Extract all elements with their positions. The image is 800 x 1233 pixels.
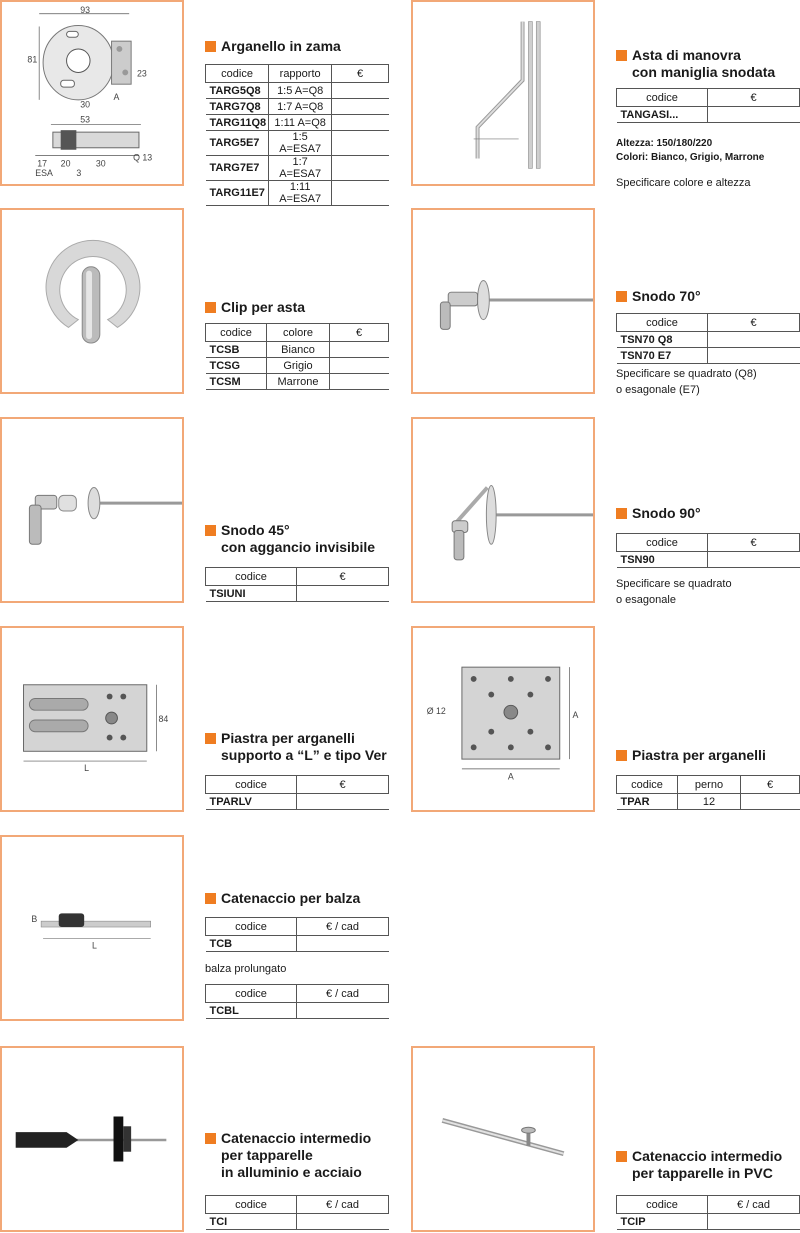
snodo70-title: Snodo 70° — [632, 288, 701, 304]
piastra-table — [616, 775, 800, 810]
clip-table — [205, 323, 389, 390]
catenaccio-title: Catenaccio per balza — [221, 890, 361, 906]
arganello-image — [0, 0, 184, 186]
rapporto-value: 1:11 A=Q8 — [269, 115, 332, 131]
product-code: TSIUNI — [206, 586, 297, 602]
snodo45-title: Snodo 45° con aggancio invisibile — [221, 522, 376, 555]
svg-text:Q 13: Q 13 — [133, 152, 153, 163]
snodo45-image — [0, 417, 184, 603]
colore-value: Marrone — [267, 374, 330, 390]
catenaccio-drawing — [2, 837, 182, 1019]
table-row — [617, 1214, 800, 1230]
col-codice: codice — [206, 985, 297, 1003]
table-row — [206, 374, 389, 390]
col-codice: codice — [206, 1196, 297, 1214]
interAll-image — [0, 1046, 184, 1232]
table-row — [617, 348, 800, 364]
interPvc-drawing — [413, 1048, 593, 1230]
price-cell — [297, 936, 389, 952]
product-code: TARG7E7 — [206, 156, 269, 181]
col-codice: codice — [617, 776, 678, 794]
piastra-title: Piastra per arganelli — [632, 747, 766, 763]
table-row — [206, 936, 389, 952]
snodo70-drawing — [413, 210, 593, 392]
asta-table — [616, 88, 800, 123]
col-price: € / cad — [297, 985, 389, 1003]
col-colore: colore — [267, 324, 330, 342]
product-code: TCBL — [206, 1003, 297, 1019]
catenaccio-table — [205, 917, 389, 952]
price-cell — [708, 552, 800, 568]
colore-value: Grigio — [267, 358, 330, 374]
product-code: TARG11Q8 — [206, 115, 269, 131]
product-code: TARG7Q8 — [206, 99, 269, 115]
table-row — [206, 115, 389, 131]
price-cell — [708, 1214, 800, 1230]
snodo90-title: Snodo 90° — [632, 505, 701, 521]
col-codice: codice — [206, 918, 297, 936]
col-price: € — [708, 534, 800, 552]
svg-text:A: A — [113, 91, 120, 102]
price-cell — [708, 332, 800, 348]
col-price: € — [741, 776, 800, 794]
col-codice: codice — [617, 1196, 708, 1214]
interAll-table — [205, 1195, 389, 1230]
col-perno: perno — [678, 776, 741, 794]
product-code: TARG5E7 — [206, 131, 269, 156]
price-cell — [708, 348, 800, 364]
product-code: TSN90 — [617, 552, 708, 568]
product-code: TCI — [206, 1214, 297, 1230]
price-cell — [330, 342, 389, 358]
table-row — [617, 107, 800, 123]
table-row — [206, 1214, 389, 1230]
asta-image — [411, 0, 595, 186]
svg-text:A: A — [572, 710, 579, 721]
product-code: TCSM — [206, 374, 267, 390]
product-code: TCSG — [206, 358, 267, 374]
svg-text:A: A — [507, 771, 514, 782]
colore-value: Bianco — [267, 342, 330, 358]
snodo90-image — [411, 417, 595, 603]
svg-text:84: 84 — [158, 713, 169, 724]
snodo70-table — [616, 313, 800, 364]
interPvc-title: Catenaccio intermedio per tapparelle in PVC — [632, 1148, 783, 1181]
table-row — [206, 83, 389, 99]
svg-text:53: 53 — [80, 114, 91, 125]
asta-specs: Altezza: 150/180/220 Colori: Bianco, Grigio, Marrone — [616, 138, 765, 163]
snodo90-table — [616, 533, 800, 568]
rapporto-value: 1:5 A=Q8 — [269, 83, 332, 99]
table-row — [206, 586, 389, 602]
rapporto-value: 1:11 A=ESA7 — [269, 181, 332, 206]
clip-drawing — [2, 210, 182, 392]
product-code: TANGASI... — [617, 107, 708, 123]
snodo70-image — [411, 208, 595, 394]
col-codice: codice — [617, 534, 708, 552]
price-cell — [332, 83, 389, 99]
rapporto-value: 1:7 A=Q8 — [269, 99, 332, 115]
product-code: TSN70 Q8 — [617, 332, 708, 348]
product-code: TARG5Q8 — [206, 83, 269, 99]
price-cell — [741, 794, 800, 810]
interAll-drawing — [2, 1048, 182, 1230]
svg-text:ESA: ESA — [35, 168, 53, 179]
arganello-drawing — [2, 2, 182, 184]
catenaccio-subtitle: balza prolungato — [205, 963, 287, 975]
col-price: € — [297, 776, 389, 794]
table-row — [206, 794, 389, 810]
table-row — [617, 332, 800, 348]
price-cell — [332, 99, 389, 115]
col-codice: codice — [206, 65, 269, 83]
piastraL-drawing — [2, 628, 182, 810]
price-cell — [330, 358, 389, 374]
svg-text:30: 30 — [80, 99, 91, 110]
svg-text:81: 81 — [27, 54, 38, 65]
product-code: TPAR — [617, 794, 678, 810]
svg-text:23: 23 — [136, 68, 147, 79]
interPvc-table — [616, 1195, 800, 1230]
table-row — [206, 358, 389, 374]
col-codice: codice — [206, 324, 267, 342]
svg-text:B: B — [31, 914, 38, 925]
piastra-drawing — [413, 628, 593, 810]
piastraL-table — [205, 775, 389, 810]
price-cell — [297, 794, 389, 810]
rapporto-value: 1:5 A=ESA7 — [269, 131, 332, 156]
product-code: TCIP — [617, 1214, 708, 1230]
piastraL-image — [0, 626, 184, 812]
piastraL-title: Piastra per arganelli supporto a “L” e tipo Ver — [221, 730, 387, 763]
svg-text:17: 17 — [37, 158, 48, 169]
col-price: € — [297, 568, 389, 586]
price-cell — [297, 1003, 389, 1019]
rapporto-value: 1:7 A=ESA7 — [269, 156, 332, 181]
col-price: € — [330, 324, 389, 342]
clip-image — [0, 208, 184, 394]
col-codice: codice — [206, 568, 297, 586]
price-cell — [330, 374, 389, 390]
interAll-title: Catenaccio intermedio per tapparelle in alluminio e acciaio — [221, 1130, 372, 1180]
price-cell — [332, 131, 389, 156]
arganello-title: Arganello in zama — [221, 38, 341, 54]
snodo45-table — [205, 567, 389, 602]
piastra-image — [411, 626, 595, 812]
col-price: € / cad — [297, 918, 389, 936]
col-rapporto: rapporto — [269, 65, 332, 83]
svg-text:L: L — [91, 940, 97, 951]
perno-value: 12 — [678, 794, 741, 810]
svg-text:20: 20 — [60, 158, 71, 169]
arganello-table — [205, 64, 389, 206]
svg-text:30: 30 — [95, 158, 106, 169]
interPvc-image — [411, 1046, 595, 1232]
clip-title: Clip per asta — [221, 299, 306, 315]
table-row — [206, 99, 389, 115]
price-cell — [332, 115, 389, 131]
product-code: TPARLV — [206, 794, 297, 810]
price-cell — [297, 586, 389, 602]
svg-text:3: 3 — [76, 168, 82, 179]
svg-text:L: L — [84, 762, 90, 773]
col-price: € — [708, 89, 800, 107]
table-row — [206, 131, 389, 156]
asta-drawing — [413, 2, 593, 184]
table-row — [206, 342, 389, 358]
product-code: TSN70 E7 — [617, 348, 708, 364]
snodo45-drawing — [2, 419, 182, 601]
table-row — [206, 181, 389, 206]
col-price: € / cad — [297, 1196, 389, 1214]
price-cell — [332, 181, 389, 206]
col-codice: codice — [206, 776, 297, 794]
price-cell — [332, 156, 389, 181]
catenaccio-image — [0, 835, 184, 1021]
col-codice: codice — [617, 314, 708, 332]
col-codice: codice — [617, 89, 708, 107]
col-price: € / cad — [708, 1196, 800, 1214]
price-cell — [297, 1214, 389, 1230]
snodo70-note: Specificare se quadrato (Q8) o esagonale (E7) — [616, 368, 757, 396]
snodo90-note: Specificare se quadrato o esagonale — [616, 578, 732, 606]
table-row — [617, 794, 800, 810]
asta-instructions: Specificare colore e altezza — [616, 177, 751, 189]
table-row — [206, 1003, 389, 1019]
price-cell — [708, 107, 800, 123]
catenaccio-table-2 — [205, 984, 389, 1019]
col-price: € — [708, 314, 800, 332]
product-code: TCSB — [206, 342, 267, 358]
col-price: € — [332, 65, 389, 83]
asta-title: Asta di manovra con maniglia snodata — [632, 47, 776, 80]
snodo90-drawing — [413, 419, 593, 601]
table-row — [206, 156, 389, 181]
svg-text:93: 93 — [80, 4, 91, 15]
product-code: TARG11E7 — [206, 181, 269, 206]
product-code: TCB — [206, 936, 297, 952]
svg-text:Ø 12: Ø 12 — [426, 706, 446, 717]
table-row — [617, 552, 800, 568]
